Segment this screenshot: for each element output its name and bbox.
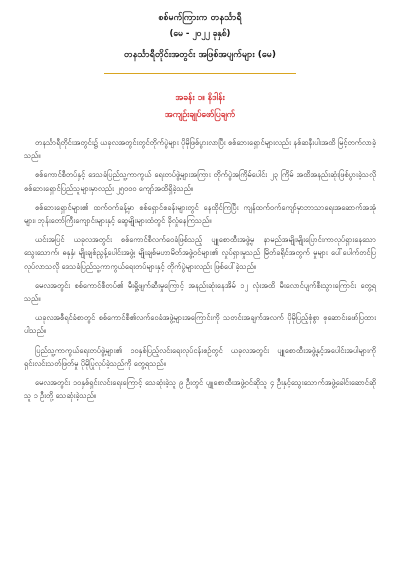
section-heading [24,91,376,122]
paragraph-first-line: စစ်ဘေးရှောင်များ၏ ထက်ဝက်ခန့်မှာ စစ်ရှောင်စခန်းများတွင် နေထိုင်ကြပြီး ကျန်ထက်ဝက်ကျော်မှာ [35,202,305,212]
section-subtitle: အကျဉ်းချုပ်ဖော်ပြချက် [164,110,236,120]
paragraph [24,376,376,402]
paragraph-first-line: မေလအတွင်း ၁၀နှစ်ရှင်းလင်းရေးကြောင့် သေဆုံးခဲ့သူ ၉ ဦးတွင် ပျူစောထီးအဖွဲ့ဝင်ဆိုသူ ၄ ဦးနှင့် [35,378,291,388]
paragraph-first-line: စစ်ကောင်စီတပ်နှင့် ဒေသခံပြည်သူ့ကာကွယ် ရေးတပ်ဖွဲ့များအကြား တိုက်ပွဲအကြိမ်ပေါင်း ၂၃ ကြိမ် အထိ [35,170,311,180]
paragraph [24,233,376,273]
document-body [24,136,376,402]
paragraph [24,136,376,162]
document-date: (မေ - ၂၀၂၂ ခုနှစ်) [169,29,231,39]
paragraph [24,344,376,370]
paragraph-first-line: ယခုလအစီရင်ခံစာတွင် စစ်ကောင်စီ၏လက်ဝေခံအဖွဲ့များအကြောင်းကို သတင်းအချက်အလက် ပိုမို [35,313,296,323]
paragraph-rest: သွေးသောက်အဖွဲ့ခေါင်းဆောင်ဆိုသူ ၁ ဦးတို့ သေဆုံးခဲ့သည်။ [24,378,376,401]
report-title: တနင်္သာရီတိုင်းအတွင်း အဖြစ်အပျက်များ (မေ) [123,50,276,60]
paragraph-first-line: မေလအတွင်း စစ်ကောင်စီတပ်၏ မီးရှို့ဖျက်ဆီးမှုကြောင့် အနည်းဆုံးနေအိမ် ၁၂ လုံးအထိ မီးလောင် [35,280,304,290]
paragraph-first-line: ယင်းအပြင် ယခုလအတွင်း စစ်ကောင်စီလက်ဝေခံဖြစ်သည့် ပျူစောထီးအဖွဲ့မှ နာမည်အမျိုးမျိုးပြောင်းကာ [35,235,334,245]
paragraph [24,311,376,337]
paragraph-first-line: တနင်္သာရီတိုင်းအတွင်း၌ ယခုလအတွင်းတွင်တိုက်ပွဲများ ပိုမိုဖြစ်ပွားလာပြီး စစ်ဘေးရှောင်များလည်း နစ်ဆ [35,138,309,147]
section-title: အခန်း ၁။ နိဒါန်း [175,93,225,103]
paragraph-first-line: ပြည်သူ့ကာကွယ်ရေးတပ်ဖွဲ့များ၏ ၁၀နှစ်ပြည့်လင်းရေးလုပ်ငန်းစဉ်တွင် ယခုလအတွင်း ပျူစောထီးအဖွဲ့နှင့် [35,345,324,355]
document-title: စစ်မက်ကြားက တနင်္သာရီ [158,13,242,23]
paragraph-rest: အပေါင်းအပါများကို ရှင်းလင်းသတ်ဖြတ်မှု ပိုမိုပြုလုပ်ခဲ့သည်ကို တွေ့ရသည်။ [24,345,376,368]
header-divider [104,73,296,74]
paragraph-rest: နီးပါးအထိ မြင့်တက်လာခဲ့သည်။ [24,138,376,161]
paragraph [24,201,376,227]
paragraph-rest: အနည်းဆုံးဖြစ်ပွားခဲ့သလို စစ်ဘေးရှောင်ပြည်သူများမှာလည်း ၂၅၀၀၀ ကျော်အထိရှိခဲ့သည်။ [24,170,376,193]
document-header [24,0,376,74]
paragraph-rest: ဘာသာရေးအဆောက်အအုံများ၊ ဘုန်းတော်ကြီးကျောင်းများနှင့် ဆွေမျိုးများထံတွင် ခိုလှုံနေကြသည်။ [24,202,376,226]
paragraph-rest: ပြည့်စုံစွာ စုဆောင်းဖော်ပြထားပါသည်။ [24,313,376,336]
paragraph [24,279,376,305]
paragraph [24,168,376,194]
paragraph-rest: လုပ်ရှားနေသော သွေးသောက်၊ ဓနုနှံ၊ မျိုးချစ်ညွန့်ပေါင်းအဖွဲ့၊ မျိုးချစ်မဟာမိတ်အဖွဲ့ဝင်များ၏ လှုပ်ရှားမှုသည် မြိတ်ခရိုင်အတွက် မှုများ ပေါ်ပေါက်တင်ပြလုပ်လာသလို ဒေသခံပြည်သူ့ကာကွယ်ရေးတပ်များနှင့် တိုက်ပွဲများလည်း ဖြစ်ပေါ်ခဲ့သည်။ [24,235,376,271]
paragraph-rest: ပျက်စီးသွားကြောင်း တွေ့ရသည်။ [24,280,376,304]
